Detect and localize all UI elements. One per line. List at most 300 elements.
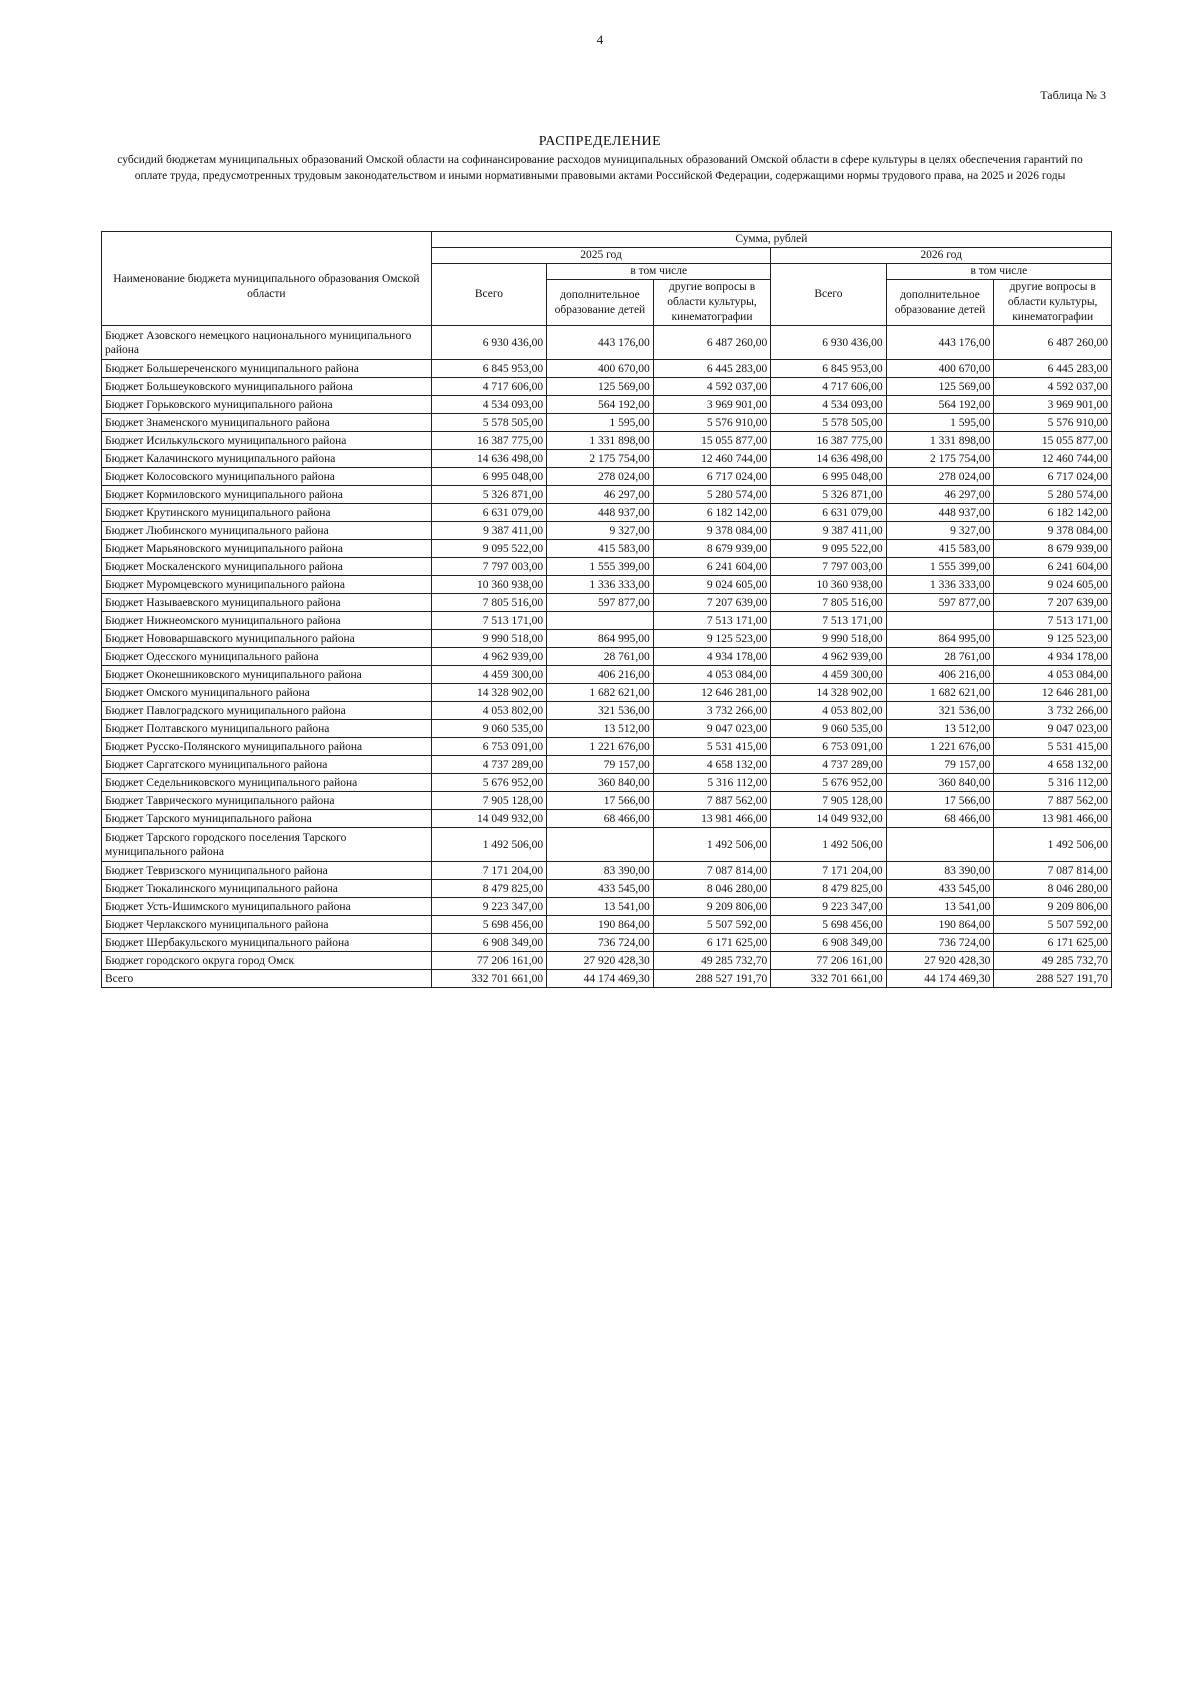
row-amount-cell: 14 328 902,00 [431, 684, 546, 702]
row-amount-cell: 46 297,00 [547, 486, 654, 504]
row-amount-cell: 2 175 754,00 [886, 450, 994, 468]
row-amount-cell: 3 732 266,00 [994, 702, 1112, 720]
row-amount-cell: 5 576 910,00 [994, 414, 1112, 432]
row-amount-cell: 5 326 871,00 [771, 486, 886, 504]
row-amount-cell [886, 612, 994, 630]
row-amount-cell: 9 223 347,00 [431, 898, 546, 916]
header-additional-education-2025: дополнительное образование детей [547, 280, 654, 326]
row-amount-cell: 7 805 516,00 [431, 594, 546, 612]
row-amount-cell: 5 676 952,00 [771, 774, 886, 792]
row-budget-name: Бюджет Тюкалинского муниципального района [102, 880, 432, 898]
row-amount-cell: 77 206 161,00 [431, 952, 546, 970]
row-amount-cell: 27 920 428,30 [886, 952, 994, 970]
row-amount-cell: 1 555 399,00 [547, 558, 654, 576]
row-amount-cell: 597 877,00 [886, 594, 994, 612]
document-subtitle: субсидий бюджетам муниципальных образований Омской области на софинансирование расходов муниципальных образований Омской области в сфере культуры в целях обеспечения гарантий по оплате труда, предусмотренных трудовым законодательством и иными нормативными правовыми актами Российской Федерации, содержащими нормы трудового права, на 2025 и 2026 годы [117, 154, 1083, 182]
row-amount-cell: 448 937,00 [886, 504, 994, 522]
row-budget-name: Бюджет Крутинского муниципального района [102, 504, 432, 522]
row-amount-cell: 3 732 266,00 [653, 702, 771, 720]
row-amount-cell: 6 717 024,00 [653, 468, 771, 486]
row-amount-cell: 6 908 349,00 [771, 934, 886, 952]
row-amount-cell: 10 360 938,00 [431, 576, 546, 594]
row-amount-cell: 14 049 932,00 [431, 810, 546, 828]
table-row [102, 916, 1112, 934]
table-row [102, 702, 1112, 720]
table-row [102, 522, 1112, 540]
row-amount-cell: 6 171 625,00 [653, 934, 771, 952]
header-other-culture-2025: другие вопросы в области культуры, кинематографии [653, 280, 771, 326]
row-amount-cell: 49 285 732,70 [653, 952, 771, 970]
table-label: Таблица № 3 [1040, 88, 1106, 102]
row-amount-cell: 4 592 037,00 [994, 378, 1112, 396]
table-header [102, 232, 1112, 326]
row-amount-cell: 14 049 932,00 [771, 810, 886, 828]
row-budget-name: Бюджет Марьяновского муниципального района [102, 540, 432, 558]
row-amount-cell: 4 934 178,00 [653, 648, 771, 666]
row-amount-cell: 9 209 806,00 [994, 898, 1112, 916]
table-row [102, 558, 1112, 576]
row-amount-cell: 1 336 333,00 [886, 576, 994, 594]
row-amount-cell: 6 845 953,00 [771, 360, 886, 378]
row-amount-cell: 1 682 621,00 [886, 684, 994, 702]
row-budget-name: Бюджет Большеуковского муниципального района [102, 378, 432, 396]
row-amount-cell: 433 545,00 [547, 880, 654, 898]
row-amount-cell: 4 737 289,00 [771, 756, 886, 774]
row-amount-cell: 6 241 604,00 [994, 558, 1112, 576]
row-amount-cell: 8 479 825,00 [771, 880, 886, 898]
row-amount-cell: 12 646 281,00 [653, 684, 771, 702]
row-amount-cell: 9 378 084,00 [994, 522, 1112, 540]
row-budget-name: Бюджет Саргатского муниципального района [102, 756, 432, 774]
row-amount-cell: 443 176,00 [547, 326, 654, 360]
table-row [102, 666, 1112, 684]
row-amount-cell: 1 555 399,00 [886, 558, 994, 576]
row-amount-cell: 6 930 436,00 [431, 326, 546, 360]
table-row [102, 952, 1112, 970]
table-row [102, 684, 1112, 702]
row-amount-cell: 14 328 902,00 [771, 684, 886, 702]
row-budget-name: Бюджет Называевского муниципального района [102, 594, 432, 612]
row-amount-cell: 9 125 523,00 [994, 630, 1112, 648]
table-row [102, 970, 1112, 988]
row-amount-cell: 400 670,00 [886, 360, 994, 378]
table-row [102, 630, 1112, 648]
row-amount-cell: 1 221 676,00 [886, 738, 994, 756]
table-row [102, 720, 1112, 738]
row-amount-cell: 79 157,00 [886, 756, 994, 774]
row-amount-cell: 13 541,00 [886, 898, 994, 916]
row-amount-cell: 415 583,00 [886, 540, 994, 558]
row-amount-cell: 7 087 814,00 [994, 862, 1112, 880]
row-amount-cell: 7 805 516,00 [771, 594, 886, 612]
table-row [102, 648, 1112, 666]
row-amount-cell: 360 840,00 [547, 774, 654, 792]
row-amount-cell: 9 060 535,00 [431, 720, 546, 738]
row-amount-cell: 4 534 093,00 [431, 396, 546, 414]
table-row [102, 576, 1112, 594]
row-amount-cell: 5 531 415,00 [994, 738, 1112, 756]
row-amount-cell: 4 658 132,00 [653, 756, 771, 774]
row-amount-cell: 332 701 661,00 [771, 970, 886, 988]
row-amount-cell: 564 192,00 [547, 396, 654, 414]
table-body [102, 326, 1112, 988]
row-amount-cell: 6 445 283,00 [994, 360, 1112, 378]
row-amount-cell: 5 578 505,00 [771, 414, 886, 432]
row-amount-cell: 9 327,00 [547, 522, 654, 540]
row-amount-cell: 7 171 204,00 [771, 862, 886, 880]
row-amount-cell: 4 934 178,00 [994, 648, 1112, 666]
row-amount-cell: 6 182 142,00 [994, 504, 1112, 522]
row-budget-name: Бюджет Седельниковского муниципального района [102, 774, 432, 792]
row-amount-cell: 406 216,00 [547, 666, 654, 684]
row-amount-cell: 9 223 347,00 [771, 898, 886, 916]
row-amount-cell: 6 930 436,00 [771, 326, 886, 360]
table-row [102, 612, 1112, 630]
row-budget-name: Бюджет Любинского муниципального района [102, 522, 432, 540]
row-amount-cell: 321 536,00 [886, 702, 994, 720]
row-amount-cell: 77 206 161,00 [771, 952, 886, 970]
row-amount-cell: 1 492 506,00 [771, 828, 886, 862]
row-amount-cell: 7 797 003,00 [431, 558, 546, 576]
row-amount-cell: 1 336 333,00 [547, 576, 654, 594]
row-amount-cell: 1 595,00 [547, 414, 654, 432]
table-row [102, 540, 1112, 558]
row-amount-cell: 288 527 191,70 [994, 970, 1112, 988]
row-amount-cell: 278 024,00 [886, 468, 994, 486]
row-amount-cell [547, 828, 654, 862]
table-row [102, 594, 1112, 612]
row-amount-cell: 288 527 191,70 [653, 970, 771, 988]
row-amount-cell [547, 612, 654, 630]
row-amount-cell: 12 460 744,00 [653, 450, 771, 468]
row-amount-cell: 4 658 132,00 [994, 756, 1112, 774]
row-amount-cell: 4 053 084,00 [994, 666, 1112, 684]
table-row [102, 756, 1112, 774]
row-amount-cell: 9 387 411,00 [771, 522, 886, 540]
document-heading [100, 134, 1100, 184]
page-number: 4 [596, 32, 604, 47]
row-amount-cell: 15 055 877,00 [994, 432, 1112, 450]
row-amount-cell: 9 047 023,00 [994, 720, 1112, 738]
row-amount-cell: 44 174 469,30 [886, 970, 994, 988]
row-budget-name: Бюджет Омского муниципального района [102, 684, 432, 702]
row-budget-name: Бюджет Нижнеомского муниципального района [102, 612, 432, 630]
row-amount-cell: 9 060 535,00 [771, 720, 886, 738]
row-amount-cell: 321 536,00 [547, 702, 654, 720]
row-amount-cell: 6 445 283,00 [653, 360, 771, 378]
row-amount-cell: 15 055 877,00 [653, 432, 771, 450]
header-including-2026: в том числе [886, 264, 1111, 280]
header-sum: Сумма, рублей [431, 232, 1111, 248]
table-row [102, 810, 1112, 828]
table-row [102, 828, 1112, 862]
row-amount-cell: 28 761,00 [886, 648, 994, 666]
row-amount-cell: 13 541,00 [547, 898, 654, 916]
row-amount-cell: 125 569,00 [547, 378, 654, 396]
row-amount-cell: 6 753 091,00 [431, 738, 546, 756]
row-amount-cell: 6 908 349,00 [431, 934, 546, 952]
row-budget-name: Бюджет Тевризского муниципального района [102, 862, 432, 880]
row-amount-cell: 3 969 901,00 [994, 396, 1112, 414]
header-total-2026: Всего [771, 264, 886, 326]
row-amount-cell: 864 995,00 [886, 630, 994, 648]
header-total-2025: Всего [431, 264, 546, 326]
row-amount-cell: 5 280 574,00 [994, 486, 1112, 504]
row-budget-name: Бюджет Горьковского муниципального района [102, 396, 432, 414]
row-amount-cell: 7 087 814,00 [653, 862, 771, 880]
row-budget-name: Бюджет Одесского муниципального района [102, 648, 432, 666]
row-amount-cell: 4 717 606,00 [431, 378, 546, 396]
row-amount-cell: 83 390,00 [547, 862, 654, 880]
row-amount-cell: 4 459 300,00 [431, 666, 546, 684]
row-amount-cell: 9 024 605,00 [653, 576, 771, 594]
row-amount-cell: 9 125 523,00 [653, 630, 771, 648]
row-amount-cell: 16 387 775,00 [431, 432, 546, 450]
row-amount-cell: 7 207 639,00 [653, 594, 771, 612]
row-budget-name: Бюджет Нововаршавского муниципального района [102, 630, 432, 648]
row-amount-cell: 5 316 112,00 [994, 774, 1112, 792]
row-amount-cell: 17 566,00 [886, 792, 994, 810]
row-amount-cell: 13 512,00 [547, 720, 654, 738]
row-budget-name: Бюджет Кормиловского муниципального района [102, 486, 432, 504]
row-budget-name: Бюджет Усть-Ишимского муниципального района [102, 898, 432, 916]
row-amount-cell: 6 995 048,00 [431, 468, 546, 486]
row-amount-cell: 7 171 204,00 [431, 862, 546, 880]
row-amount-cell: 332 701 661,00 [431, 970, 546, 988]
row-amount-cell: 8 679 939,00 [653, 540, 771, 558]
row-amount-cell: 4 737 289,00 [431, 756, 546, 774]
row-amount-cell: 7 513 171,00 [431, 612, 546, 630]
row-amount-cell: 6 487 260,00 [653, 326, 771, 360]
row-amount-cell: 6 753 091,00 [771, 738, 886, 756]
row-amount-cell: 16 387 775,00 [771, 432, 886, 450]
row-amount-cell: 44 174 469,30 [547, 970, 654, 988]
row-amount-cell: 5 507 592,00 [653, 916, 771, 934]
row-amount-cell: 864 995,00 [547, 630, 654, 648]
row-amount-cell: 6 241 604,00 [653, 558, 771, 576]
row-amount-cell: 6 171 625,00 [994, 934, 1112, 952]
row-amount-cell: 7 887 562,00 [994, 792, 1112, 810]
row-amount-cell: 7 207 639,00 [994, 594, 1112, 612]
row-amount-cell: 564 192,00 [886, 396, 994, 414]
row-amount-cell: 27 920 428,30 [547, 952, 654, 970]
row-amount-cell: 68 466,00 [886, 810, 994, 828]
row-amount-cell: 5 698 456,00 [771, 916, 886, 934]
row-budget-name: Бюджет Павлоградского муниципального района [102, 702, 432, 720]
row-amount-cell: 9 378 084,00 [653, 522, 771, 540]
row-budget-name: Бюджет Таврического муниципального района [102, 792, 432, 810]
table-row [102, 862, 1112, 880]
row-amount-cell: 190 864,00 [547, 916, 654, 934]
row-amount-cell: 12 646 281,00 [994, 684, 1112, 702]
row-amount-cell: 278 024,00 [547, 468, 654, 486]
row-amount-cell: 4 053 084,00 [653, 666, 771, 684]
row-amount-cell: 406 216,00 [886, 666, 994, 684]
row-amount-cell: 5 676 952,00 [431, 774, 546, 792]
row-amount-cell: 736 724,00 [886, 934, 994, 952]
row-amount-cell: 8 679 939,00 [994, 540, 1112, 558]
row-budget-name: Бюджет Русско-Полянского муниципального района [102, 738, 432, 756]
row-amount-cell: 4 459 300,00 [771, 666, 886, 684]
row-amount-cell: 46 297,00 [886, 486, 994, 504]
row-amount-cell: 68 466,00 [547, 810, 654, 828]
row-amount-cell: 1 492 506,00 [431, 828, 546, 862]
row-budget-name: Бюджет Исилькульского муниципального района [102, 432, 432, 450]
table-row [102, 396, 1112, 414]
row-amount-cell: 1 221 676,00 [547, 738, 654, 756]
row-budget-name: Бюджет городского округа город Омск [102, 952, 432, 970]
row-amount-cell: 83 390,00 [886, 862, 994, 880]
row-amount-cell: 4 962 939,00 [771, 648, 886, 666]
row-amount-cell: 49 285 732,70 [994, 952, 1112, 970]
row-amount-cell: 7 887 562,00 [653, 792, 771, 810]
table-row [102, 414, 1112, 432]
row-budget-name: Бюджет Азовского немецкого национального муниципального района [102, 326, 432, 360]
row-budget-name: Бюджет Черлакского муниципального района [102, 916, 432, 934]
table-row [102, 934, 1112, 952]
row-amount-cell: 6 717 024,00 [994, 468, 1112, 486]
row-budget-name: Бюджет Муромцевского муниципального района [102, 576, 432, 594]
row-amount-cell: 7 905 128,00 [771, 792, 886, 810]
row-amount-cell: 7 513 171,00 [994, 612, 1112, 630]
header-other-culture-2026: другие вопросы в области культуры, кинематографии [994, 280, 1112, 326]
row-amount-cell: 4 717 606,00 [771, 378, 886, 396]
row-amount-cell: 190 864,00 [886, 916, 994, 934]
table-row [102, 326, 1112, 360]
table-row [102, 738, 1112, 756]
distribution-table [101, 231, 1112, 988]
row-budget-name: Бюджет Калачинского муниципального района [102, 450, 432, 468]
row-amount-cell: 14 636 498,00 [431, 450, 546, 468]
row-amount-cell: 1 682 621,00 [547, 684, 654, 702]
row-amount-cell: 1 331 898,00 [547, 432, 654, 450]
row-amount-cell: 125 569,00 [886, 378, 994, 396]
table-row [102, 468, 1112, 486]
row-amount-cell: 6 845 953,00 [431, 360, 546, 378]
row-amount-cell: 3 969 901,00 [653, 396, 771, 414]
table-row [102, 898, 1112, 916]
row-budget-name: Всего [102, 970, 432, 988]
row-amount-cell: 14 636 498,00 [771, 450, 886, 468]
table-row [102, 504, 1112, 522]
header-additional-education-2026: дополнительное образование детей [886, 280, 994, 326]
table-row [102, 378, 1112, 396]
row-budget-name: Бюджет Москаленского муниципального района [102, 558, 432, 576]
table-row [102, 450, 1112, 468]
row-amount-cell: 5 698 456,00 [431, 916, 546, 934]
row-budget-name: Бюджет Оконешниковского муниципального района [102, 666, 432, 684]
document-title: РАСПРЕДЕЛЕНИЕ [538, 134, 662, 149]
row-amount-cell: 8 046 280,00 [653, 880, 771, 898]
row-amount-cell: 9 209 806,00 [653, 898, 771, 916]
row-amount-cell: 1 492 506,00 [653, 828, 771, 862]
row-amount-cell: 433 545,00 [886, 880, 994, 898]
row-budget-name: Бюджет Шербакульского муниципального района [102, 934, 432, 952]
row-amount-cell: 13 512,00 [886, 720, 994, 738]
row-amount-cell: 17 566,00 [547, 792, 654, 810]
row-amount-cell: 4 534 093,00 [771, 396, 886, 414]
row-amount-cell: 4 592 037,00 [653, 378, 771, 396]
header-including-2025: в том числе [547, 264, 771, 280]
row-amount-cell: 1 492 506,00 [994, 828, 1112, 862]
row-budget-name: Бюджет Знаменского муниципального района [102, 414, 432, 432]
row-amount-cell: 7 797 003,00 [771, 558, 886, 576]
table-row [102, 486, 1112, 504]
row-amount-cell: 7 513 171,00 [771, 612, 886, 630]
row-amount-cell: 4 962 939,00 [431, 648, 546, 666]
row-amount-cell: 400 670,00 [547, 360, 654, 378]
row-amount-cell: 5 531 415,00 [653, 738, 771, 756]
row-amount-cell: 6 995 048,00 [771, 468, 886, 486]
table-row [102, 360, 1112, 378]
row-amount-cell: 415 583,00 [547, 540, 654, 558]
row-amount-cell [886, 828, 994, 862]
row-amount-cell: 7 905 128,00 [431, 792, 546, 810]
row-amount-cell: 8 479 825,00 [431, 880, 546, 898]
table-row [102, 880, 1112, 898]
row-amount-cell: 13 981 466,00 [653, 810, 771, 828]
header-name-column: Наименование бюджета муниципального образования Омской области [102, 232, 432, 326]
row-amount-cell: 9 095 522,00 [771, 540, 886, 558]
row-amount-cell: 13 981 466,00 [994, 810, 1112, 828]
table-row [102, 432, 1112, 450]
row-amount-cell: 443 176,00 [886, 326, 994, 360]
row-amount-cell: 5 507 592,00 [994, 916, 1112, 934]
row-amount-cell: 9 095 522,00 [431, 540, 546, 558]
row-amount-cell: 10 360 938,00 [771, 576, 886, 594]
row-amount-cell: 6 487 260,00 [994, 326, 1112, 360]
row-amount-cell: 1 595,00 [886, 414, 994, 432]
row-amount-cell: 448 937,00 [547, 504, 654, 522]
row-amount-cell: 5 578 505,00 [431, 414, 546, 432]
row-amount-cell: 6 182 142,00 [653, 504, 771, 522]
row-amount-cell: 9 327,00 [886, 522, 994, 540]
row-amount-cell: 79 157,00 [547, 756, 654, 774]
row-amount-cell: 12 460 744,00 [994, 450, 1112, 468]
row-amount-cell: 9 387 411,00 [431, 522, 546, 540]
row-amount-cell: 9 047 023,00 [653, 720, 771, 738]
row-amount-cell: 4 053 802,00 [771, 702, 886, 720]
row-amount-cell: 6 631 079,00 [431, 504, 546, 522]
row-amount-cell: 5 576 910,00 [653, 414, 771, 432]
row-amount-cell: 28 761,00 [547, 648, 654, 666]
row-amount-cell: 7 513 171,00 [653, 612, 771, 630]
row-amount-cell: 736 724,00 [547, 934, 654, 952]
row-amount-cell: 8 046 280,00 [994, 880, 1112, 898]
row-amount-cell: 4 053 802,00 [431, 702, 546, 720]
row-amount-cell: 5 280 574,00 [653, 486, 771, 504]
table-row [102, 792, 1112, 810]
row-amount-cell: 5 326 871,00 [431, 486, 546, 504]
header-year-2026: 2026 год [771, 248, 1112, 264]
row-budget-name: Бюджет Полтавского муниципального района [102, 720, 432, 738]
table-row [102, 774, 1112, 792]
row-amount-cell: 1 331 898,00 [886, 432, 994, 450]
header-year-2025: 2025 год [431, 248, 771, 264]
row-amount-cell: 597 877,00 [547, 594, 654, 612]
row-budget-name: Бюджет Большереченского муниципального района [102, 360, 432, 378]
row-amount-cell: 6 631 079,00 [771, 504, 886, 522]
row-budget-name: Бюджет Колосовского муниципального района [102, 468, 432, 486]
row-amount-cell: 360 840,00 [886, 774, 994, 792]
row-budget-name: Бюджет Тарского городского поселения Тарского муниципального района [102, 828, 432, 862]
row-budget-name: Бюджет Тарского муниципального района [102, 810, 432, 828]
row-amount-cell: 9 990 518,00 [431, 630, 546, 648]
row-amount-cell: 9 990 518,00 [771, 630, 886, 648]
row-amount-cell: 9 024 605,00 [994, 576, 1112, 594]
row-amount-cell: 2 175 754,00 [547, 450, 654, 468]
row-amount-cell: 5 316 112,00 [653, 774, 771, 792]
